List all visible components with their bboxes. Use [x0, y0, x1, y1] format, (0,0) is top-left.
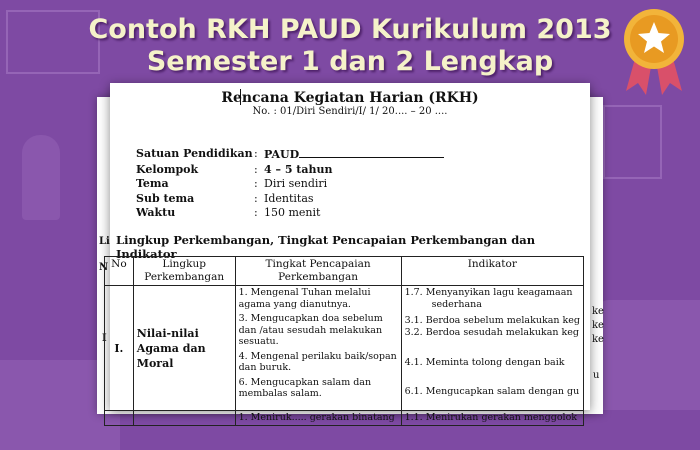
header-no: No — [105, 257, 134, 286]
back-page-text: I — [102, 333, 107, 344]
table-row — [105, 411, 584, 426]
document-title: Rencana Kegiatan Harian (RKH) — [221, 90, 479, 106]
list-item: sederhana — [431, 298, 482, 310]
list-item: 6. Mengucapkan salam dan membalas salam. — [238, 376, 372, 399]
document-number: No. : 01/Diri Sendiri/I/ 1/ 20.... – 20 .... — [252, 106, 448, 117]
list-item: 1. Meniruk..... gerakan binatang — [238, 412, 395, 423]
row-tingkat — [235, 411, 401, 426]
info-label: Satuan Pendidikan — [136, 147, 253, 160]
background-lamp-shape — [22, 135, 60, 220]
info-value: 4 – 5 tahun — [264, 162, 333, 176]
document-info — [136, 147, 464, 221]
row-indikator — [401, 411, 583, 426]
blank-line — [299, 147, 444, 158]
table-row — [105, 286, 584, 411]
back-page-text: ke — [592, 320, 604, 331]
list-item: 3. Mengucapkan doa sebelum dan /atau sesudah melakukan sesuatu. — [238, 313, 383, 347]
info-colon: : — [254, 147, 258, 160]
info-value — [264, 147, 464, 163]
section-title: Lingkup Perkembangan, Tingkat Pencapaian Perkembangan dan Indikator — [116, 233, 536, 261]
background-sofa-shape — [595, 300, 700, 410]
list-item: 1.7. Menyanyikan lagu keagamaan — [404, 287, 573, 298]
info-value: Identitas — [264, 191, 314, 205]
list-item: 3.2. Berdoa sesudah melakukan keg — [404, 326, 579, 338]
back-page-text: Li — [99, 236, 110, 247]
list-item: 4.1. Meminta tolong dengan baik — [404, 357, 565, 368]
info-value: 150 menit — [264, 206, 321, 219]
info-colon: : — [254, 206, 258, 219]
banner-title-line1: Contoh RKH PAUD Kurikulum 2013 — [88, 14, 612, 45]
header-tingkat: Tingkat Pencapaian Perkembangan — [235, 257, 401, 286]
row-tingkat — [235, 286, 401, 411]
row-indikator — [401, 286, 583, 411]
info-value-text: PAUD — [264, 148, 300, 161]
rkh-document — [110, 83, 590, 423]
back-page-text: ke — [592, 306, 604, 317]
list-item: 6.1. Mengucapkan salam dengan gu — [404, 385, 580, 397]
background-frame-shape — [603, 105, 662, 179]
info-label: Sub tema — [136, 191, 195, 205]
info-row — [136, 177, 464, 192]
banner-title-line2: Semester 1 dan 2 Lengkap — [146, 46, 554, 77]
header-indikator: Indikator — [401, 257, 583, 286]
info-colon: : — [254, 162, 258, 176]
header-lingkup: Lingkup Perkembangan — [133, 257, 235, 286]
row-lingkup — [133, 411, 235, 426]
list-item: 1. Mengenal Tuhan melalui agama yang dianutnya. — [238, 287, 371, 310]
info-value: Diri sendiri — [264, 177, 328, 190]
list-item: 4. Mengenal perilaku baik/sopan dan buruk. — [238, 350, 397, 373]
back-page-text: u — [593, 370, 600, 381]
info-row — [136, 192, 464, 207]
info-row — [136, 163, 464, 178]
info-colon: : — [254, 191, 258, 205]
info-row — [136, 206, 464, 221]
list-item: 3.1. Berdoa sebelum melakukan keg — [404, 315, 580, 326]
row-lingkup: Nilai-nilai Agama dan Moral — [133, 286, 235, 411]
row-number — [105, 411, 134, 426]
back-page-text: N — [99, 262, 109, 273]
list-item: 1.1. Menirukan gerakan menggolok — [404, 412, 578, 423]
info-colon: : — [254, 177, 258, 190]
info-label: Waktu — [136, 206, 176, 219]
info-row — [136, 147, 464, 163]
back-page-text: ke — [592, 334, 604, 345]
development-table — [104, 256, 584, 426]
info-label: Tema — [136, 177, 169, 190]
row-number: I. — [105, 286, 134, 411]
table-header-row — [105, 257, 584, 286]
star-award-icon — [620, 5, 688, 97]
info-label: Kelompok — [136, 162, 199, 176]
